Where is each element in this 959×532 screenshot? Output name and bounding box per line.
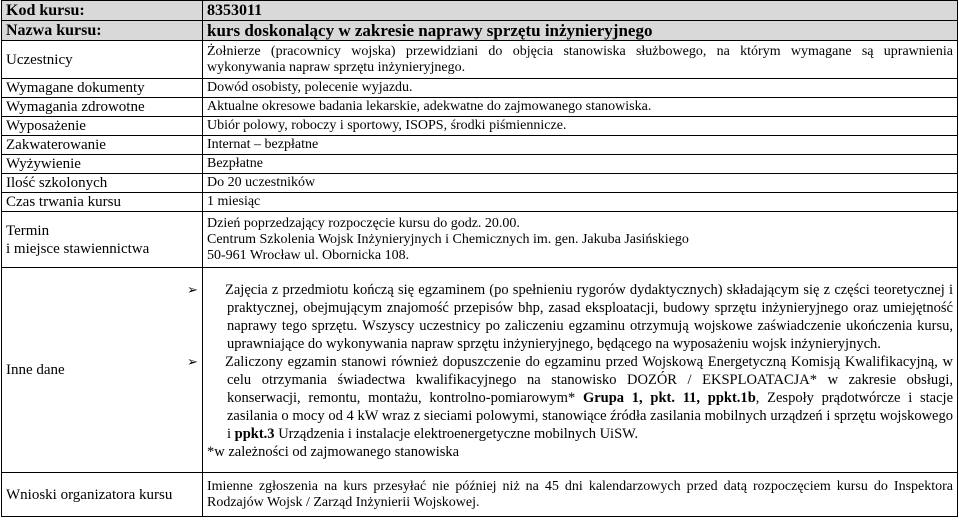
organizer-notes-value: Imienne zgłoszenia na kurs przesyłać nie później niż na 45 dni kalendarzowych przed datą rozpoczęciem kursu do Inspektora Rodzajów Wojsk / Zarząd Inżynierii Wojskowej. xyxy=(203,473,958,517)
row-documents xyxy=(2,79,958,98)
date-place-value xyxy=(203,212,958,268)
date-place-label xyxy=(2,212,203,268)
row-course-code xyxy=(2,1,958,21)
organizer-notes-label: Wnioski organizatora kursu xyxy=(2,473,203,517)
course-code-value: 8353011 xyxy=(203,1,958,21)
other-info-value xyxy=(187,268,958,473)
participants-value: Żołnierze (pracownicy wojska) przewidziani do objęcia stanowiska służbowego, na którym wymagane są uprawnienia wykonywania napraw sprzętu inżynieryjnego. xyxy=(203,41,958,79)
bullet-arrow-icon: ➢ xyxy=(187,282,198,297)
duration-value: 1 miesiąc xyxy=(203,193,958,212)
arrival-time: Dzień poprzedzający rozpoczęcie kursu do godz. 20.00. xyxy=(207,215,520,231)
row-health xyxy=(2,98,958,117)
training-center-address: 50-961 Wrocław ul. Obornicka 108. xyxy=(207,247,410,263)
accommodation-label: Zakwaterowanie xyxy=(2,136,203,155)
participants-label: Uczestnicy xyxy=(2,41,203,79)
meals-value: Bezpłatne xyxy=(203,155,958,174)
row-date-place xyxy=(2,212,958,268)
course-name-label: Nazwa kursu: xyxy=(2,21,203,41)
documents-value: Dowód osobisty, polecenie wyjazdu. xyxy=(203,79,958,98)
health-label: Wymagania zdrowotne xyxy=(2,98,203,117)
qualification-text-a: Zaliczony egzamin stanowi również dopuszczenie do egzaminu przed Wojskową Energetyczną Komisją Kwalifikacyjną, w celu otrzymania świadectwa kwalifikacyjnego na stanowisko DOZÓR / EKSPLOATACJA* w zakresie obsługi, konserwacji, remontu, montażu, kontrolno-pomiarowym* xyxy=(225,354,953,406)
date-label: Termin xyxy=(6,222,50,239)
row-equipment xyxy=(2,117,958,136)
health-value: Aktualne okresowe badania lekarskie, adekwatne do zajmowanego stanowiska. xyxy=(203,98,958,117)
footnote: *w zależności od zajmowanego stanowiska xyxy=(207,444,460,460)
accommodation-value: Internat – bezpłatne xyxy=(203,136,958,155)
row-duration xyxy=(2,193,958,212)
other-info-label: Inne dane xyxy=(2,268,203,473)
row-trainees-count xyxy=(2,174,958,193)
course-name-value: kurs doskonalący w zakresie naprawy sprzętu inżynieryjnego xyxy=(203,21,958,41)
equipment-value: Ubiór polowy, roboczy i sportowy, ISOPS, środki piśmiennicze. xyxy=(203,117,958,136)
qualification-text-d: , Zespoły prądotwórcze i stacje zasilania o mocy od 4 kW wraz z sieciami polowymi, stanowiące źródła zasilania mobilnych urządzeń i sprzętu wojskowego i xyxy=(227,390,954,442)
exam-text: Zajęcia z przedmiotu kończą się egzaminem (po spełnieniu rygorów dydaktycznych) składającym się z części teoretycznej i praktycznej, obejmującym znajomość przepisów bhp, zasad eksploatacji, budowy sprzętu inżynieryjnego oraz umiejętność naprawy tego sprzętu. Wszyscy uczestnicy po zaliczeniu egzaminu otrzymują wojskowe zaświadczenie ukończenia kursu, uprawniające do wykonywania napraw sprzętu inżynieryjnego, będącego na wyposażeniu wojsk inżynieryjnych. xyxy=(225,282,953,352)
course-code-label: Kod kursu: xyxy=(2,1,203,21)
training-center-name: Centrum Szkolenia Wojsk Inżynieryjnych i Chemicznych im. gen. Jakuba Jasińskiego xyxy=(207,231,689,247)
qualification-text-f: Urządzenia i instalacje elektroenergetyczne mobilnych UiSW. xyxy=(274,426,639,442)
row-organizer-notes xyxy=(2,473,958,517)
row-participants xyxy=(2,41,958,79)
row-accommodation xyxy=(2,136,958,155)
qualification-subpoint-3: ppkt.3 xyxy=(234,426,275,442)
row-course-name xyxy=(2,21,958,41)
row-other-info xyxy=(2,268,958,473)
bullet-arrow-icon: ➢ xyxy=(187,354,198,369)
qualification-subpoint-b: b xyxy=(747,390,756,406)
qualification-group: Grupa 1, pkt. 11, ppkt.1 xyxy=(582,390,748,406)
trainees-count-label: Ilość szkolonych xyxy=(2,174,203,193)
equipment-label: Wyposażenie xyxy=(2,117,203,136)
course-info-table xyxy=(1,0,958,517)
exam-paragraph xyxy=(187,281,953,353)
qualification-paragraph xyxy=(187,353,954,443)
documents-label: Wymagane dokumenty xyxy=(2,79,203,98)
duration-label: Czas trwania kursu xyxy=(2,193,203,212)
row-meals xyxy=(2,155,958,174)
meals-label: Wyżywienie xyxy=(2,155,203,174)
trainees-count-value: Do 20 uczestników xyxy=(203,174,958,193)
place-label: i miejsce stawiennictwa xyxy=(6,240,150,257)
